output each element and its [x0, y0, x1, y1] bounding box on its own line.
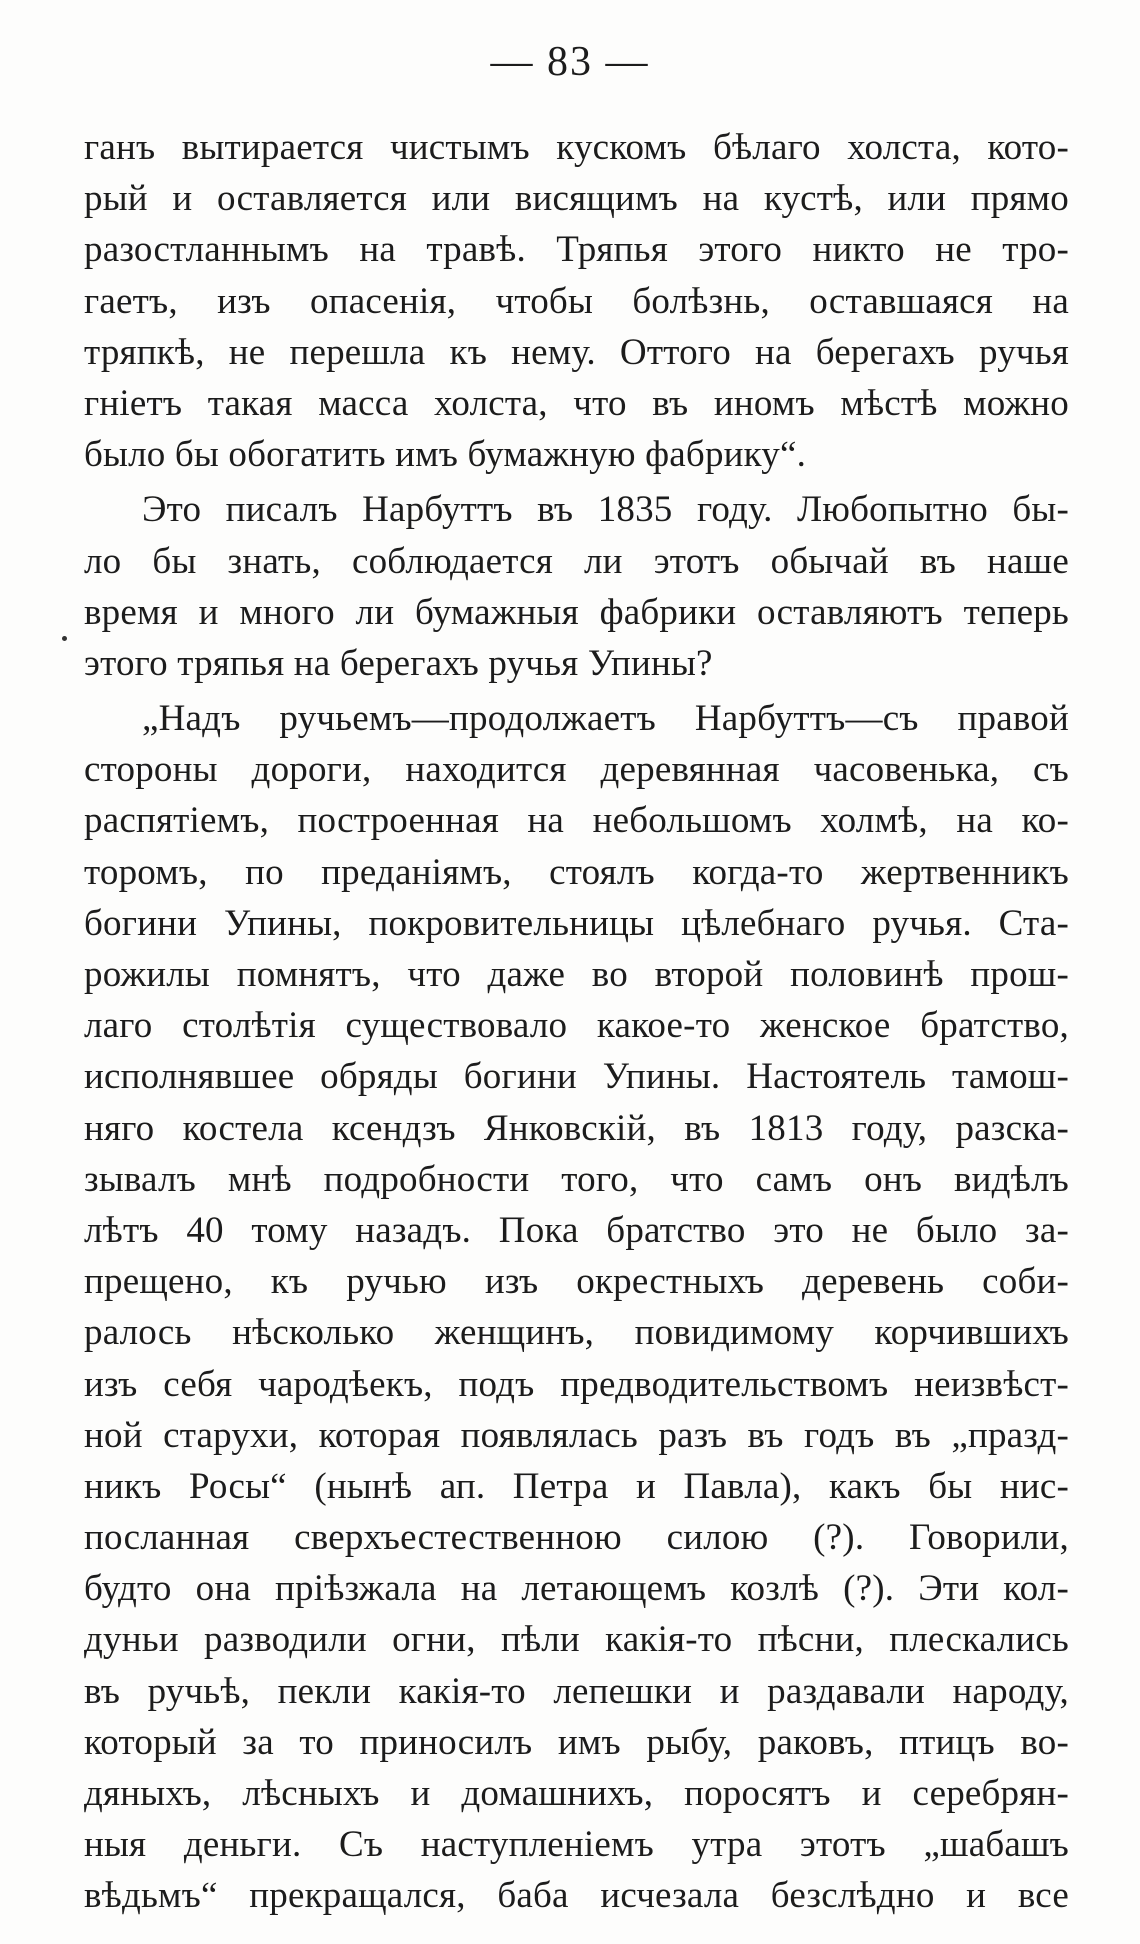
text-line: посланная сверхъестественною силою (?). Говорили, — [84, 1517, 1069, 1559]
text-line: который за то приносилъ имъ рыбу, раковъ, птицъ во- — [84, 1721, 1069, 1763]
text-line: ло бы знать, соблюдается ли этотъ обычай въ наше — [84, 540, 1069, 582]
text-line: разостланнымъ на травѣ. Тряпья этого никто не тро- — [84, 229, 1069, 271]
text-line: стороны дороги, находится деревянная часовенька, съ — [84, 749, 1069, 791]
text-line: ганъ вытирается чистымъ кускомъ бѣлаго холста, кото- — [84, 127, 1069, 168]
text-line: гаетъ, изъ опасенія, чтобы болѣзнь, оставшаяся на — [84, 280, 1069, 322]
text-line: ралось нѣсколько женщинъ, повидимому корчившихъ — [84, 1312, 1069, 1354]
text-line: дяныхъ, лѣсныхъ и домашнихъ, поросятъ и серебрян- — [84, 1773, 1069, 1814]
text-line: „Надъ ручьемъ—продолжаетъ Нарбуттъ—съ правой — [142, 698, 1069, 740]
page-number: — 83 — — [490, 39, 650, 85]
text-line: рожилы помнятъ, что даже во второй половинѣ прош- — [84, 954, 1069, 995]
text-line: этого тряпья на берегахъ ручья Упины? — [84, 642, 713, 684]
text-line: зывалъ мнѣ подробности того, что самъ онъ видѣлъ — [84, 1158, 1069, 1200]
text-line: торомъ, по преданіямъ, стоялъ когда-то жертвенникъ — [84, 851, 1069, 893]
ink-speck — [62, 636, 67, 641]
text-line: лѣтъ 40 тому назадъ. Пока братство это не было за- — [84, 1209, 1069, 1251]
text-line: никъ Росы“ (нынѣ ап. Петра и Павла), какъ бы нис- — [84, 1465, 1069, 1507]
text-line: изъ себя чародѣекъ, подъ предводительствомъ неизвѣст- — [84, 1363, 1069, 1405]
text-line: ной старухи, которая появлялась разъ въ годъ въ „празд- — [84, 1414, 1069, 1456]
text-line: няго костела ксендзъ Янковскій, въ 1813 году, разска- — [84, 1107, 1069, 1149]
text-line: будто она пріѣзжала на летающемъ козлѣ (?). Эти кол- — [84, 1568, 1069, 1610]
text-line: было бы обогатить имъ бумажную фабрику“. — [84, 434, 807, 476]
text-line: ныя деньги. Съ наступленіемъ утра этотъ „шабашъ — [84, 1824, 1069, 1866]
text-line: время и много ли бумажныя фабрики оставляютъ теперь — [84, 591, 1069, 633]
text-line: тряпкѣ, не перешла къ нему. Оттого на берегахъ ручья — [84, 331, 1069, 373]
text-line: рый и оставляется или висящимъ на кустѣ, или прямо — [84, 178, 1069, 220]
text-line: дуньи разводили огни, пѣли какія-то пѣсни, плескались — [84, 1619, 1069, 1661]
text-line: распятіемъ, построенная на небольшомъ холмѣ, на ко- — [84, 800, 1069, 842]
text-line: въ ручьѣ, пекли какія-то лепешки и раздавали народу, — [84, 1670, 1069, 1712]
text-line: лаго столѣтія существовало какое-то женское братство, — [84, 1005, 1069, 1047]
text-line: богини Упины, покровительницы цѣлебнаго ручья. Ста- — [84, 902, 1069, 944]
text-line: исполнявшее обряды богини Упины. Настоятель тамош- — [84, 1056, 1069, 1098]
page-body — [84, 122, 1069, 1922]
text-line: Это писалъ Нарбуттъ въ 1835 году. Любопытно бы- — [142, 489, 1069, 531]
text-line: гніетъ такая масса холста, что въ иномъ мѣстѣ можно — [84, 382, 1069, 424]
text-line: вѣдьмъ“ прекращался, баба исчезала безслѣдно и все — [84, 1875, 1069, 1917]
text-line: прещено, къ ручью изъ окрестныхъ деревень соби- — [84, 1261, 1069, 1303]
